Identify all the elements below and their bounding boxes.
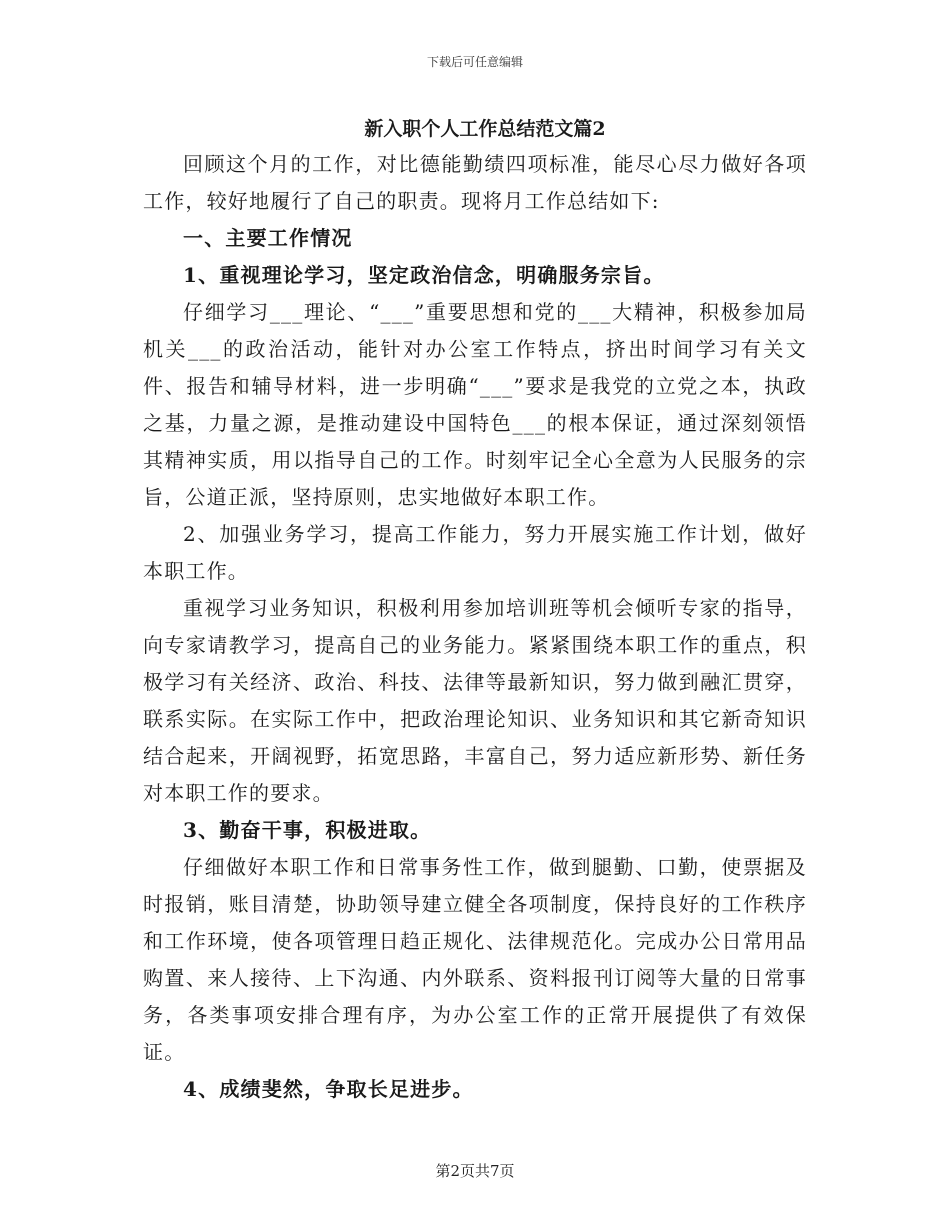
- body-paragraph: 仔细学习___理论、“___”重要思想和党的___大精神，积极参加局机关___的政治活动，能针对办公室工作特点，挤出时间学习有关文件、报告和辅导材料，进一步明确“___”要求是我党的立党之本，执政之基，力量之源，是推动建设中国特色___的根本保证，通过深刻领悟其精神实质，用以指导自己的工作。时刻牢记全心全意为人民服务的宗旨，公道正派，坚持原则，忠实地做好本职工作。: [143, 300, 807, 509]
- body-paragraph: 重视学习业务知识，积极利用参加培训班等机会倾听专家的指导，向专家请教学习，提高自己的业务能力。紧紧围绕本职工作的重点，积极学习有关经济、政治、科技、法律等最新知识，努力做到融汇贯穿，联系实际。在实际工作中，把政治理论知识、业务知识和其它新奇知识结合起来，开阔视野，拓宽思路，丰富自己，努力适应新形势、新任务对本职工作的要求。: [143, 596, 807, 805]
- intro-paragraph: 回顾这个月的工作，对比德能勤绩四项标准，能尽心尽力做好各项工作，较好地履行了自己的职责。现将月工作总结如下:: [143, 152, 807, 213]
- document-title: 新入职个人工作总结范文篇2: [364, 118, 606, 140]
- subheading-1: 1、重视理论学习，坚定政治信念，明确服务宗旨。: [183, 263, 665, 287]
- document-body: [143, 112, 807, 1108]
- subheading-4: 4、成绩斐然，争取长足进步。: [183, 1077, 474, 1101]
- section-heading: 一、主要工作情况: [183, 226, 353, 250]
- subheading-3: 3、勤奋干事，积极进取。: [183, 818, 432, 842]
- body-paragraph: 仔细做好本职工作和日常事务性工作，做到腿勤、口勤，使票据及时报销，账目清楚，协助领导建立健全各项制度，保持良好的工作秩序和工作环境，使各项管理日趋正规化、法律规范化。完成办公日常用品购置、来人接待、上下沟通、内外联系、资料报刊订阅等大量的日常事务，各类事项安排合理有序，为办公室工作的正常开展提供了有效保证。: [143, 855, 807, 1064]
- page-number: 第2页共7页: [435, 1162, 515, 1180]
- subheading-2: 2、加强业务学习，提高工作能力，努力开展实施工作计划，做好本职工作。: [143, 522, 807, 583]
- page-header-note: 下载后可任意编辑: [426, 55, 523, 69]
